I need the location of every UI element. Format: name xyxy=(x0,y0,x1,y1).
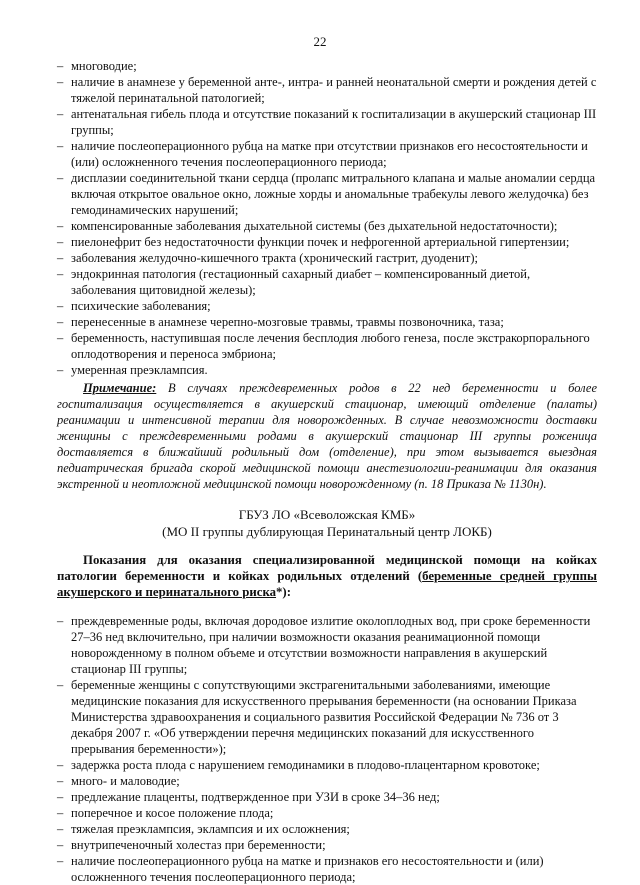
page-number: 22 xyxy=(313,34,327,49)
list-item: – дисплазии соединительной ткани сердца (пролапс митрального клапана и малые аномалии сердца включая открытое овальное окно, ложные хорды и аномальные трабекулы левого желудочка) без гемодинамических нарушений; xyxy=(57,170,597,218)
list-item: – перенесенные в анамнезе черепно-мозговые травмы, травмы позвоночника, таза; xyxy=(57,314,597,330)
note-paragraph xyxy=(57,380,597,492)
organization-block xyxy=(57,506,597,540)
list-item: – пиелонефрит без недостаточности функции почек и нефрогенной артериальной гипертензии; xyxy=(57,234,597,250)
list-item: – антенатальная гибель плода и отсутствие показаний к госпитализации в акушерский стационар III группы; xyxy=(57,106,597,138)
list-item: – наличие послеоперационного рубца на матке при отсутствии признаков его несостоятельности и (или) осложненного течения послеоперационного периода; xyxy=(57,138,597,170)
list-item: – умеренная преэклампсия. xyxy=(57,362,597,378)
list-item: – тяжелая преэклампсия, эклампсия и их осложнения; xyxy=(57,821,597,837)
list-item: – поперечное и косое положение плода; xyxy=(57,805,597,821)
list-item: – предлежание плаценты, подтвержденное при УЗИ в сроке 34–36 нед; xyxy=(57,789,597,805)
section-heading xyxy=(57,552,597,600)
list-item: – беременные женщины с сопутствующими экстрагенитальными заболеваниями, имеющие медицинские показания для искусственного прерывания беременности (на основании Приказа Министерства здравоохранения и социального развития Российской Федерации № 736 от 3 декабря 2007 г. «Об утверждении перечня медицинских показаний для искусственного прерывания беременности»); xyxy=(57,677,597,757)
heading-risk-group: беременные средней группы акушерского и перинатального риска xyxy=(57,569,597,599)
list-item: – внутрипеченочный холестаз при беременности; xyxy=(57,837,597,853)
list-item: – заболевания желудочно-кишечного тракта (хронический гастрит, дуоденит); xyxy=(57,250,597,266)
page-content xyxy=(57,58,597,885)
note-label: Примечание: xyxy=(83,381,157,395)
list-item: – беременность, наступившая после лечения бесплодия любого генеза, после экстракорпорального оплодотворения и переноса эмбриона; xyxy=(57,330,597,362)
note-text: В случаях преждевременных родов в 22 нед беременности и более госпитализация осуществляется в акушерский стационар, имеющий отделение (палаты) реанимации и интенсивной терапии для новорожденных. В случае невозможности доставки женщины с преждевременными родами в акушерский стационар III группы роженица доставляется в ближайший родильный дом (отделение), при этом вызывается выездная педиатрическая бригада скорой медицинской помощи анестезиологии-реанимации для оказания экстренной и неотложной медицинской помощи новорожденному (п. 18 Приказа № 1130н). xyxy=(57,381,597,491)
list-item: – преждевременные роды, включая дородовое излитие околоплодных вод, при сроке беременности 27–36 нед включительно, при наличии возможности оказания реанимационной помощи новорожденному в полном объеме и отсутствии возможности направления в акушерский стационар III группы; xyxy=(57,613,597,677)
list-item: – многоводие; xyxy=(57,58,597,74)
list-item: – наличие в анамнезе у беременной анте-, интра- и ранней неонатальной смерти и рождения детей с тяжелой перинатальной патологией; xyxy=(57,74,597,106)
indications-list-continued xyxy=(57,58,597,378)
list-item: – эндокринная патология (гестационный сахарный диабет – компенсированный диетой, заболевания щитовидной железы); xyxy=(57,266,597,298)
list-item: – наличие послеоперационного рубца на матке и признаков его несостоятельности и (или) осложненного течения послеоперационного периода; xyxy=(57,853,597,885)
heading-main: Показания для оказания специализированной медицинской помощи на койках патологии беременности и койках родильных отделений ( xyxy=(57,553,597,583)
list-item: – много- и маловодие; xyxy=(57,773,597,789)
organization-name: ГБУЗ ЛО «Всеволожская КМБ» xyxy=(238,507,416,522)
heading-tail: *): xyxy=(276,585,291,599)
list-item: – задержка роста плода с нарушением гемодинамики в плодово-плацентарном кровотоке; xyxy=(57,757,597,773)
list-item: – компенсированные заболевания дыхательной системы (без дыхательной недостаточности); xyxy=(57,218,597,234)
list-item: – психические заболевания; xyxy=(57,298,597,314)
indications-list xyxy=(57,613,597,885)
organization-subtitle: (МО II группы дублирующая Перинатальный центр ЛОКБ) xyxy=(162,524,492,539)
